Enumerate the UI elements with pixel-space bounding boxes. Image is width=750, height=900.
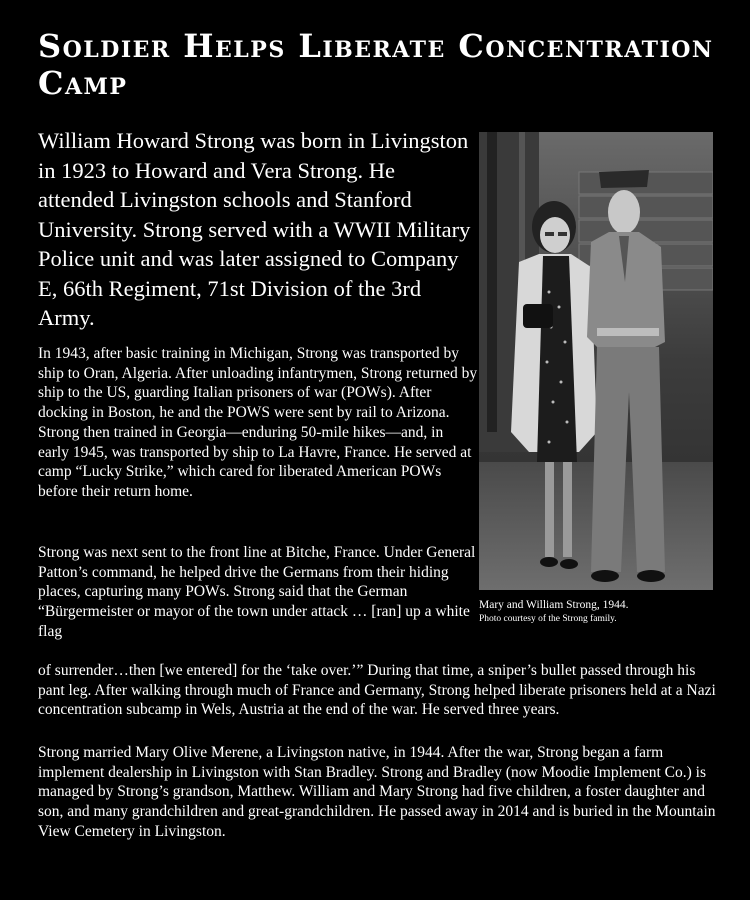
photo-credit: Photo courtesy of the Strong family.: [479, 614, 617, 624]
body-paragraph-1: In 1943, after basic training in Michigan, Strong was transported by ship to Oran, Algeria. After unloading infantrymen, Strong returned by ship to the US, guarding Italian prisoners of war (POWs). After docking in Boston, he and the POWS were sent by rail to Arizona. Strong then trained in Georgia—enduring 50-mile hikes—and, in early 1945, was transported by ship to La Havre, France. He served at camp “Lucky Strike,” which cared for liberated American POWs before their return home.: [38, 345, 478, 500]
page-title: Soldier Helps Liberate Concentration Camp: [38, 27, 714, 102]
photo-caption-text: Mary and William Strong, 1944.: [479, 599, 629, 611]
body-paragraph-3: Strong married Mary Olive Merene, a Livingston native, in 1944. After the war, Strong began a farm implement dealership in Livingston with Stan Bradley. Strong and Bradley (now Moodie Implement Co.) is managed by Strong’s grandson, Matthew. William and Mary Strong had five children, a foster daughter and son, and many grandchildren and great-grandchildren. He passed away in 2014 and is buried in the Mountain View Cemetery in Livingston.: [38, 744, 716, 840]
lead-paragraph: William Howard Strong was born in Livingston in 1923 to Howard and Vera Strong. He attended Livingston schools and Stanford University. Strong served with a WWII Military Police unit and was later assigned to Company E, 66th Regiment, 71st Division of the 3rd Army.: [38, 128, 471, 330]
photo-caption: [479, 598, 719, 626]
couple-photo: [479, 132, 713, 590]
body-paragraph-2-part-1: Strong was next sent to the front line at Bitche, France. Under General Patton’s command, he helped drive the Germans from their hiding places, capturing many POWs. Strong said that the German “Bürgermeister or mayor of the town under attack … [ran] up a white flag: [38, 544, 476, 640]
body-paragraph-2-part-2: of surrender…then [we entered] for the ‘take over.’” During that time, a sniper’s bullet passed through his pant leg. After walking through much of France and Germany, Strong helped liberate prisoners held at a Nazi concentration subcamp in Wels, Austria at the end of the war. He served three years.: [38, 662, 716, 719]
